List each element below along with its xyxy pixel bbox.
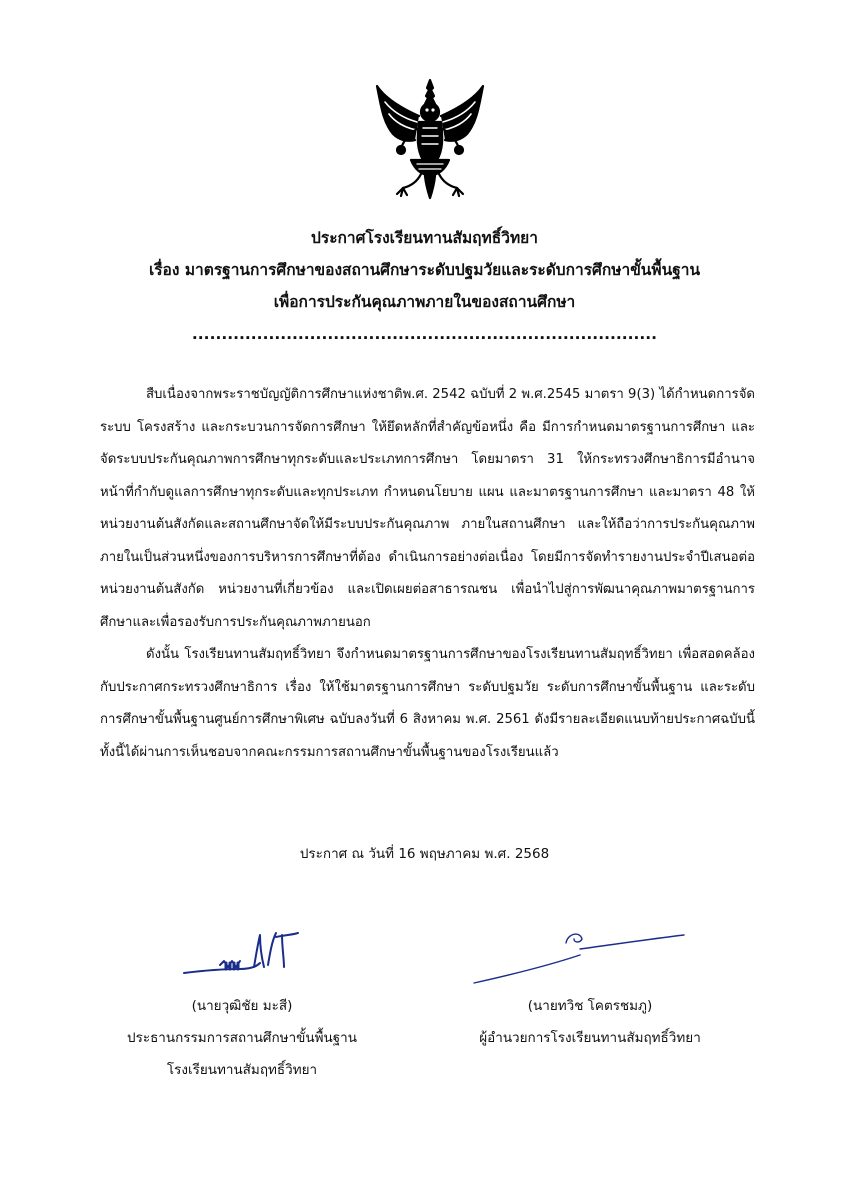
announcement-date: ประกาศ ณ วันที่ 16 พฤษภาคม พ.ศ. 2568 <box>299 846 550 862</box>
signature-right-name: (นายทวิช โคตรชมภู) <box>527 998 653 1014</box>
body-paragraph-2: ดังนั้น โรงเรียนทานสัมฤทธิ์วิทยา จึงกำหนดมาตรฐานการศึกษาของโรงเรียนทานสัมฤทธิ์วิทยา เพื่อสอดคล้องกับประกาศกระทรวงศึกษาธิการ เรื่อง ให้ใช้มาตรฐานการศึกษา ระดับปฐมวัย ระดับการศึกษาขั้นพื้นฐาน และระดับการศึกษาขั้นพื้นฐานศูนย์การศึกษาพิเศษ ฉบับลงวันที่ 6 สิงหาคม พ.ศ. 2561 ดังมีรายละเอียดแนบท้ายประกาศฉบับนี้ ทั้งนี้ได้ผ่านการเห็นชอบจากคณะกรรมการสถานศึกษาขั้นพื้นฐานของโรงเรียนแล้ว <box>100 647 755 760</box>
title-line-2: เรื่อง มาตรฐานการศึกษาของสถานศึกษาระดับปฐมวัยและระดับการศึกษาขั้นพื้นฐาน <box>148 261 701 279</box>
signature-left-name: (นายวุฒิชัย มะสี) <box>191 998 293 1014</box>
title-line-1: ประกาศโรงเรียนทานสัมฤทธิ์วิทยา <box>311 229 538 247</box>
signature-left-organization: โรงเรียนทานสัมฤทธิ์วิทยา <box>166 1062 318 1078</box>
signature-left-position: ประธานกรรมการสถานศึกษาขั้นพื้นฐาน <box>127 1030 357 1046</box>
signature-left-image <box>180 925 320 985</box>
signature-right-image <box>470 925 690 985</box>
document-body <box>100 379 755 769</box>
signature-right-position: ผู้อำนวยการโรงเรียนทานสัมฤทธิ์วิทยา <box>479 1030 701 1046</box>
title-separator: ............................................................................... <box>191 325 658 343</box>
title-line-3: เพื่อการประกันคุณภาพภายในของสถานศึกษา <box>273 293 576 311</box>
signature-left <box>92 990 392 1086</box>
body-paragraph-1: สืบเนื่องจากพระราชบัญญัติการศึกษาแห่งชาติพ.ศ. 2542 ฉบับที่ 2 พ.ศ.2545 มาตรา 9(3) ได้กำหนดการจัดระบบ โครงสร้าง และกระบวนการจัดการศึกษา ให้ยึดหลักที่สำคัญข้อหนึ่ง คือ มีการกำหนดมาตรฐานการศึกษา และจัดระบบประกันคุณภาพการศึกษาทุกระดับและประเภทการศึกษา โดยมาตรา 31 ให้กระทรวงศึกษาธิการมีอำนาจหน้าที่กำกับดูแลการศึกษาทุกระดับและทุกประเภท กำหนดนโยบาย แผน และมาตรฐานการศึกษา และมาตรา 48 ให้หน่วยงานต้นสังกัดและสถานศึกษาจัดให้มีระบบประกันคุณภาพ ภายในสถานศึกษา และให้ถือว่าการประกันคุณภาพภายในเป็นส่วนหนึ่งของการบริหารการศึกษาที่ต้อง ดำเนินการอย่างต่อเนื่อง โดยมีการจัดทำรายงานประจำปีเสนอต่อหน่วยงานต้นสังกัด หน่วยงานที่เกี่ยวข้อง และเปิดเผยต่อสาธารณชน เพื่อนำไปสู่การพัฒนาคุณภาพมาตรฐานการศึกษาและเพื่อรองรับการประกันคุณภาพภายนอก <box>100 387 755 630</box>
document-title <box>0 222 849 350</box>
signature-right <box>440 990 740 1054</box>
garuda-emblem-icon <box>371 78 489 200</box>
